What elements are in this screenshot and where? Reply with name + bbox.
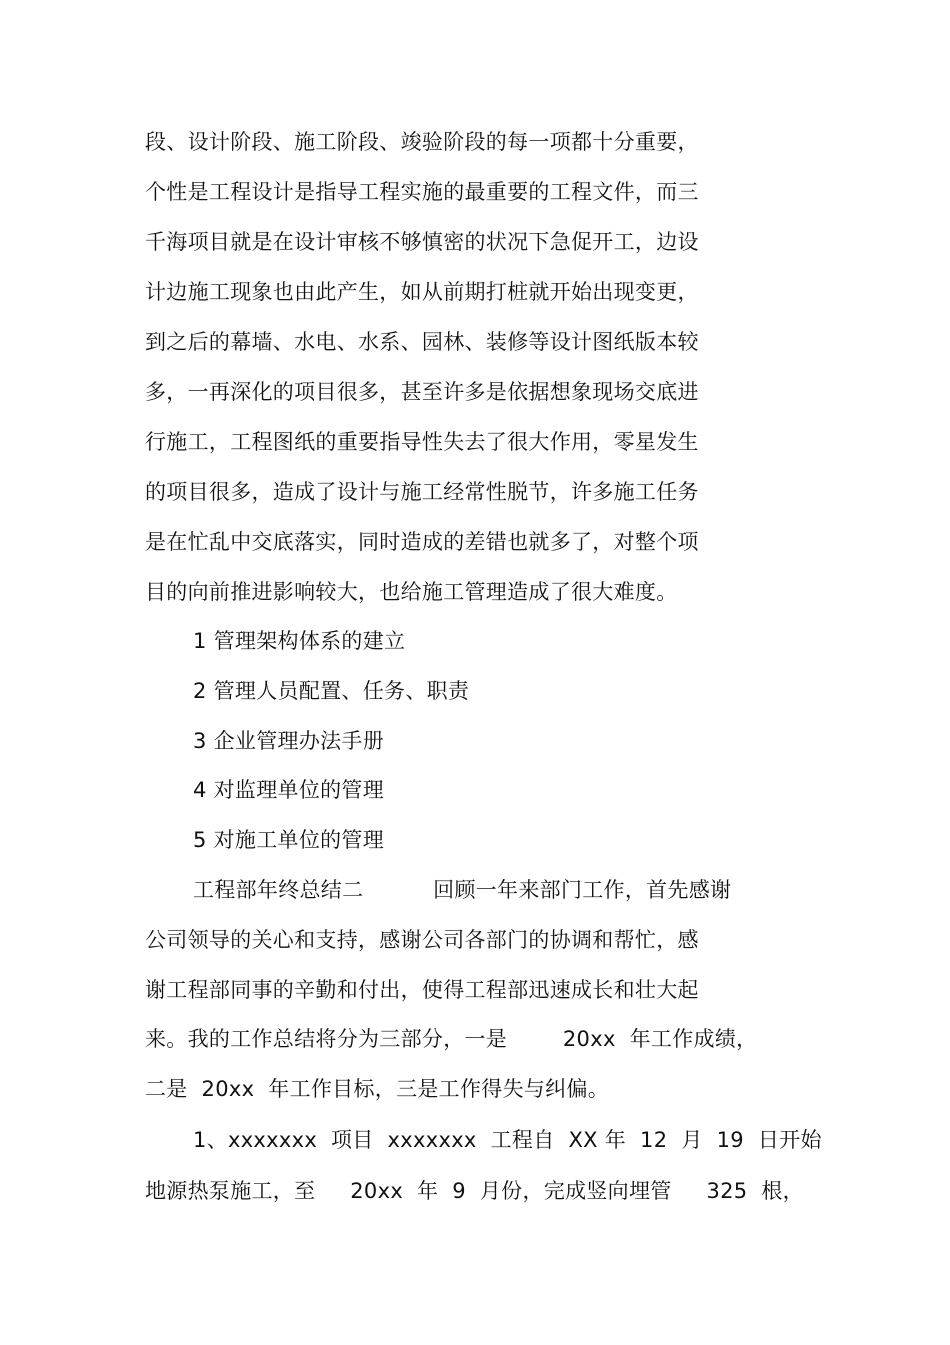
list-item: 4 对监理单位的管理 <box>193 778 385 802</box>
paragraph-line: 个性是工程设计是指导工程实施的最重要的工程文件，而三 <box>145 180 699 204</box>
paragraph-line: 计边施工现象也由此产生，如从前期打桩就开始出现变更， <box>145 280 699 304</box>
paragraph-line: 1、xxxxxxx 项目 xxxxxxx 工程自 XX 年 12 月 19 日开始 <box>193 1128 822 1152</box>
list-item: 1 管理架构体系的建立 <box>193 629 406 653</box>
paragraph-line: 的项目很多，造成了设计与施工经常性脱节，许多施工任务 <box>145 480 699 504</box>
list-item: 2 管理人员配置、任务、职责 <box>193 679 470 703</box>
paragraph-line: 公司领导的关心和支持，感谢公司各部门的协调和帮忙，感 <box>145 928 699 952</box>
paragraph-line: 目的向前推进影响较大，也给施工管理造成了很大难度。 <box>145 580 678 604</box>
paragraph-line: 多，一再深化的项目很多，甚至许多是依据想象现场交底进 <box>145 380 699 404</box>
paragraph-line: 是在忙乱中交底落实，同时造成的差错也就多了，对整个项 <box>145 530 699 554</box>
list-item: 5 对施工单位的管理 <box>193 828 385 852</box>
paragraph-line: 地源热泵施工，至 20xx 年 9 月份，完成竖向埋管 325 根， <box>145 1179 804 1203</box>
list-item: 3 企业管理办法手册 <box>193 729 385 753</box>
paragraph-line: 行施工，工程图纸的重要指导性失去了很大作用，零星发生 <box>145 430 699 454</box>
paragraph-line: 谢工程部同事的辛勤和付出，使得工程部迅速成长和壮大起 <box>145 978 699 1002</box>
section-heading-line: 工程部年终总结二 回顾一年来部门工作，首先感谢 <box>193 878 732 902</box>
paragraph-line: 到之后的幕墙、水电、水系、园林、装修等设计图纸版本较 <box>145 330 699 354</box>
paragraph-line: 来。我的工作总结将分为三部分，一是 20xx 年工作成绩， <box>145 1027 758 1051</box>
paragraph-line: 二是 20xx 年工作目标，三是工作得失与纠偏。 <box>145 1077 610 1101</box>
paragraph-line: 段、设计阶段、施工阶段、竣验阶段的每一项都十分重要， <box>145 130 699 154</box>
paragraph-line: 千海项目就是在设计审核不够慎密的状况下急促开工，边设 <box>145 230 699 254</box>
